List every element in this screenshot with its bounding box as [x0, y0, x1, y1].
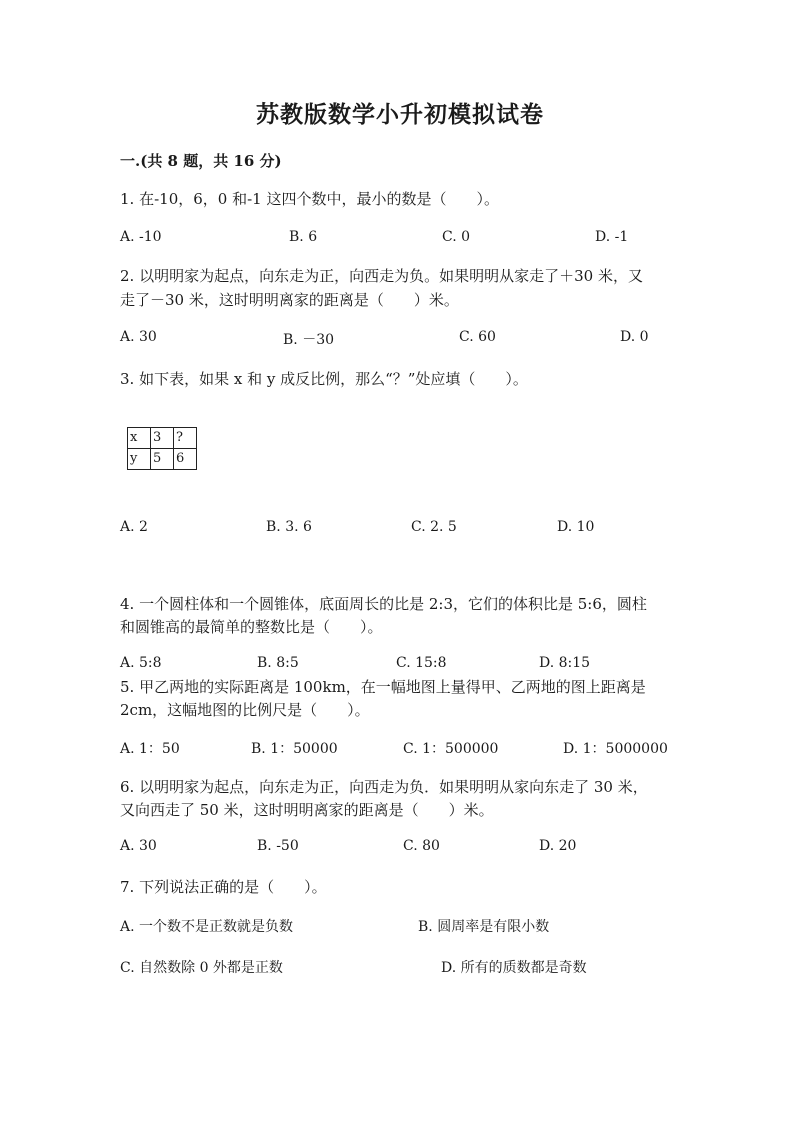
q4-option-c: C. 15:8	[396, 655, 447, 671]
q1-option-c: C. 0	[442, 229, 471, 245]
q7-option-d: D. 所有的质数都是奇数	[441, 960, 587, 976]
q7-option-a: A. 一个数不是正数就是负数	[120, 919, 294, 935]
question-4-line-1: 4. 一个圆柱体和一个圆锥体，底面周长的比是 2:3，它们的体积比是 5:6，圆柱	[120, 595, 647, 613]
table-row	[128, 428, 197, 449]
q1-option-d: D. -1	[595, 229, 629, 245]
q5-option-a: A. 1：50	[120, 741, 180, 757]
q3-option-c: C. 2. 5	[411, 519, 457, 535]
q2-option-c: C. 60	[459, 329, 496, 345]
table-cell: ?	[174, 428, 197, 449]
q4-option-d: D. 8:15	[539, 655, 591, 671]
q6-option-b: B. -50	[257, 838, 299, 854]
q5-option-d: D. 1：5000000	[563, 741, 668, 757]
q6-option-c: C. 80	[403, 838, 440, 854]
question-2-line-1: 2. 以明明家为起点，向东走为正，向西走为负。如果明明从家走了＋30 米，又	[120, 267, 643, 285]
table-cell: 3	[151, 428, 174, 449]
q5-option-c: C. 1：500000	[403, 741, 499, 757]
question-6-line-2: 又向西走了 50 米，这时明明离家的距离是（ ）米。	[120, 801, 494, 819]
page-title: 苏教版数学小升初模拟试卷	[256, 101, 544, 128]
q4-option-a: A. 5:8	[120, 655, 162, 671]
q3-option-a: A. 2	[120, 519, 148, 535]
q3-option-b: B. 3. 6	[266, 519, 312, 535]
question-3-text: 3. 如下表，如果 x 和 y 成反比例，那么“？”处应填（ ）。	[120, 370, 528, 388]
q7-option-c: C. 自然数除 0 外都是正数	[120, 960, 283, 976]
q7-option-b: B. 圆周率是有限小数	[418, 919, 550, 935]
q3-option-d: D. 10	[557, 519, 595, 535]
q1-option-b: B. 6	[289, 229, 318, 245]
section-heading: 一.(共 8 题，共 16 分)	[120, 152, 282, 170]
xy-table	[127, 427, 197, 470]
table-cell: 5	[151, 449, 174, 470]
q5-option-b: B. 1：50000	[251, 741, 338, 757]
table-cell: 6	[174, 449, 197, 470]
question-5-line-1: 5. 甲乙两地的实际距离是 100km，在一幅地图上量得甲、乙两地的图上距离是	[120, 678, 646, 696]
table-cell: x	[128, 428, 151, 449]
question-2-line-2: 走了－30 米，这时明明离家的距离是（ ）米。	[120, 291, 459, 309]
table-row	[128, 449, 197, 470]
q4-option-b: B. 8:5	[257, 655, 299, 671]
q2-option-d: D. 0	[620, 329, 649, 345]
q1-option-a: A. -10	[120, 229, 162, 245]
q6-option-a: A. 30	[120, 838, 157, 854]
question-5-line-2: 2cm，这幅地图的比例尺是（ ）。	[120, 701, 370, 719]
question-1-text: 1. 在-10，6，0 和-1 这四个数中，最小的数是（ ）。	[120, 190, 499, 208]
question-4-line-2: 和圆锥高的最简单的整数比是（ ）。	[120, 618, 383, 636]
question-6-line-1: 6. 以明明家为起点，向东走为正，向西走为负．如果明明从家向东走了 30 米，	[120, 778, 648, 796]
q2-option-b: B. －30	[283, 332, 335, 348]
question-7-text: 7. 下列说法正确的是（ ）。	[120, 878, 327, 896]
q6-option-d: D. 20	[539, 838, 577, 854]
table-cell: y	[128, 449, 151, 470]
q2-option-a: A. 30	[120, 329, 157, 345]
